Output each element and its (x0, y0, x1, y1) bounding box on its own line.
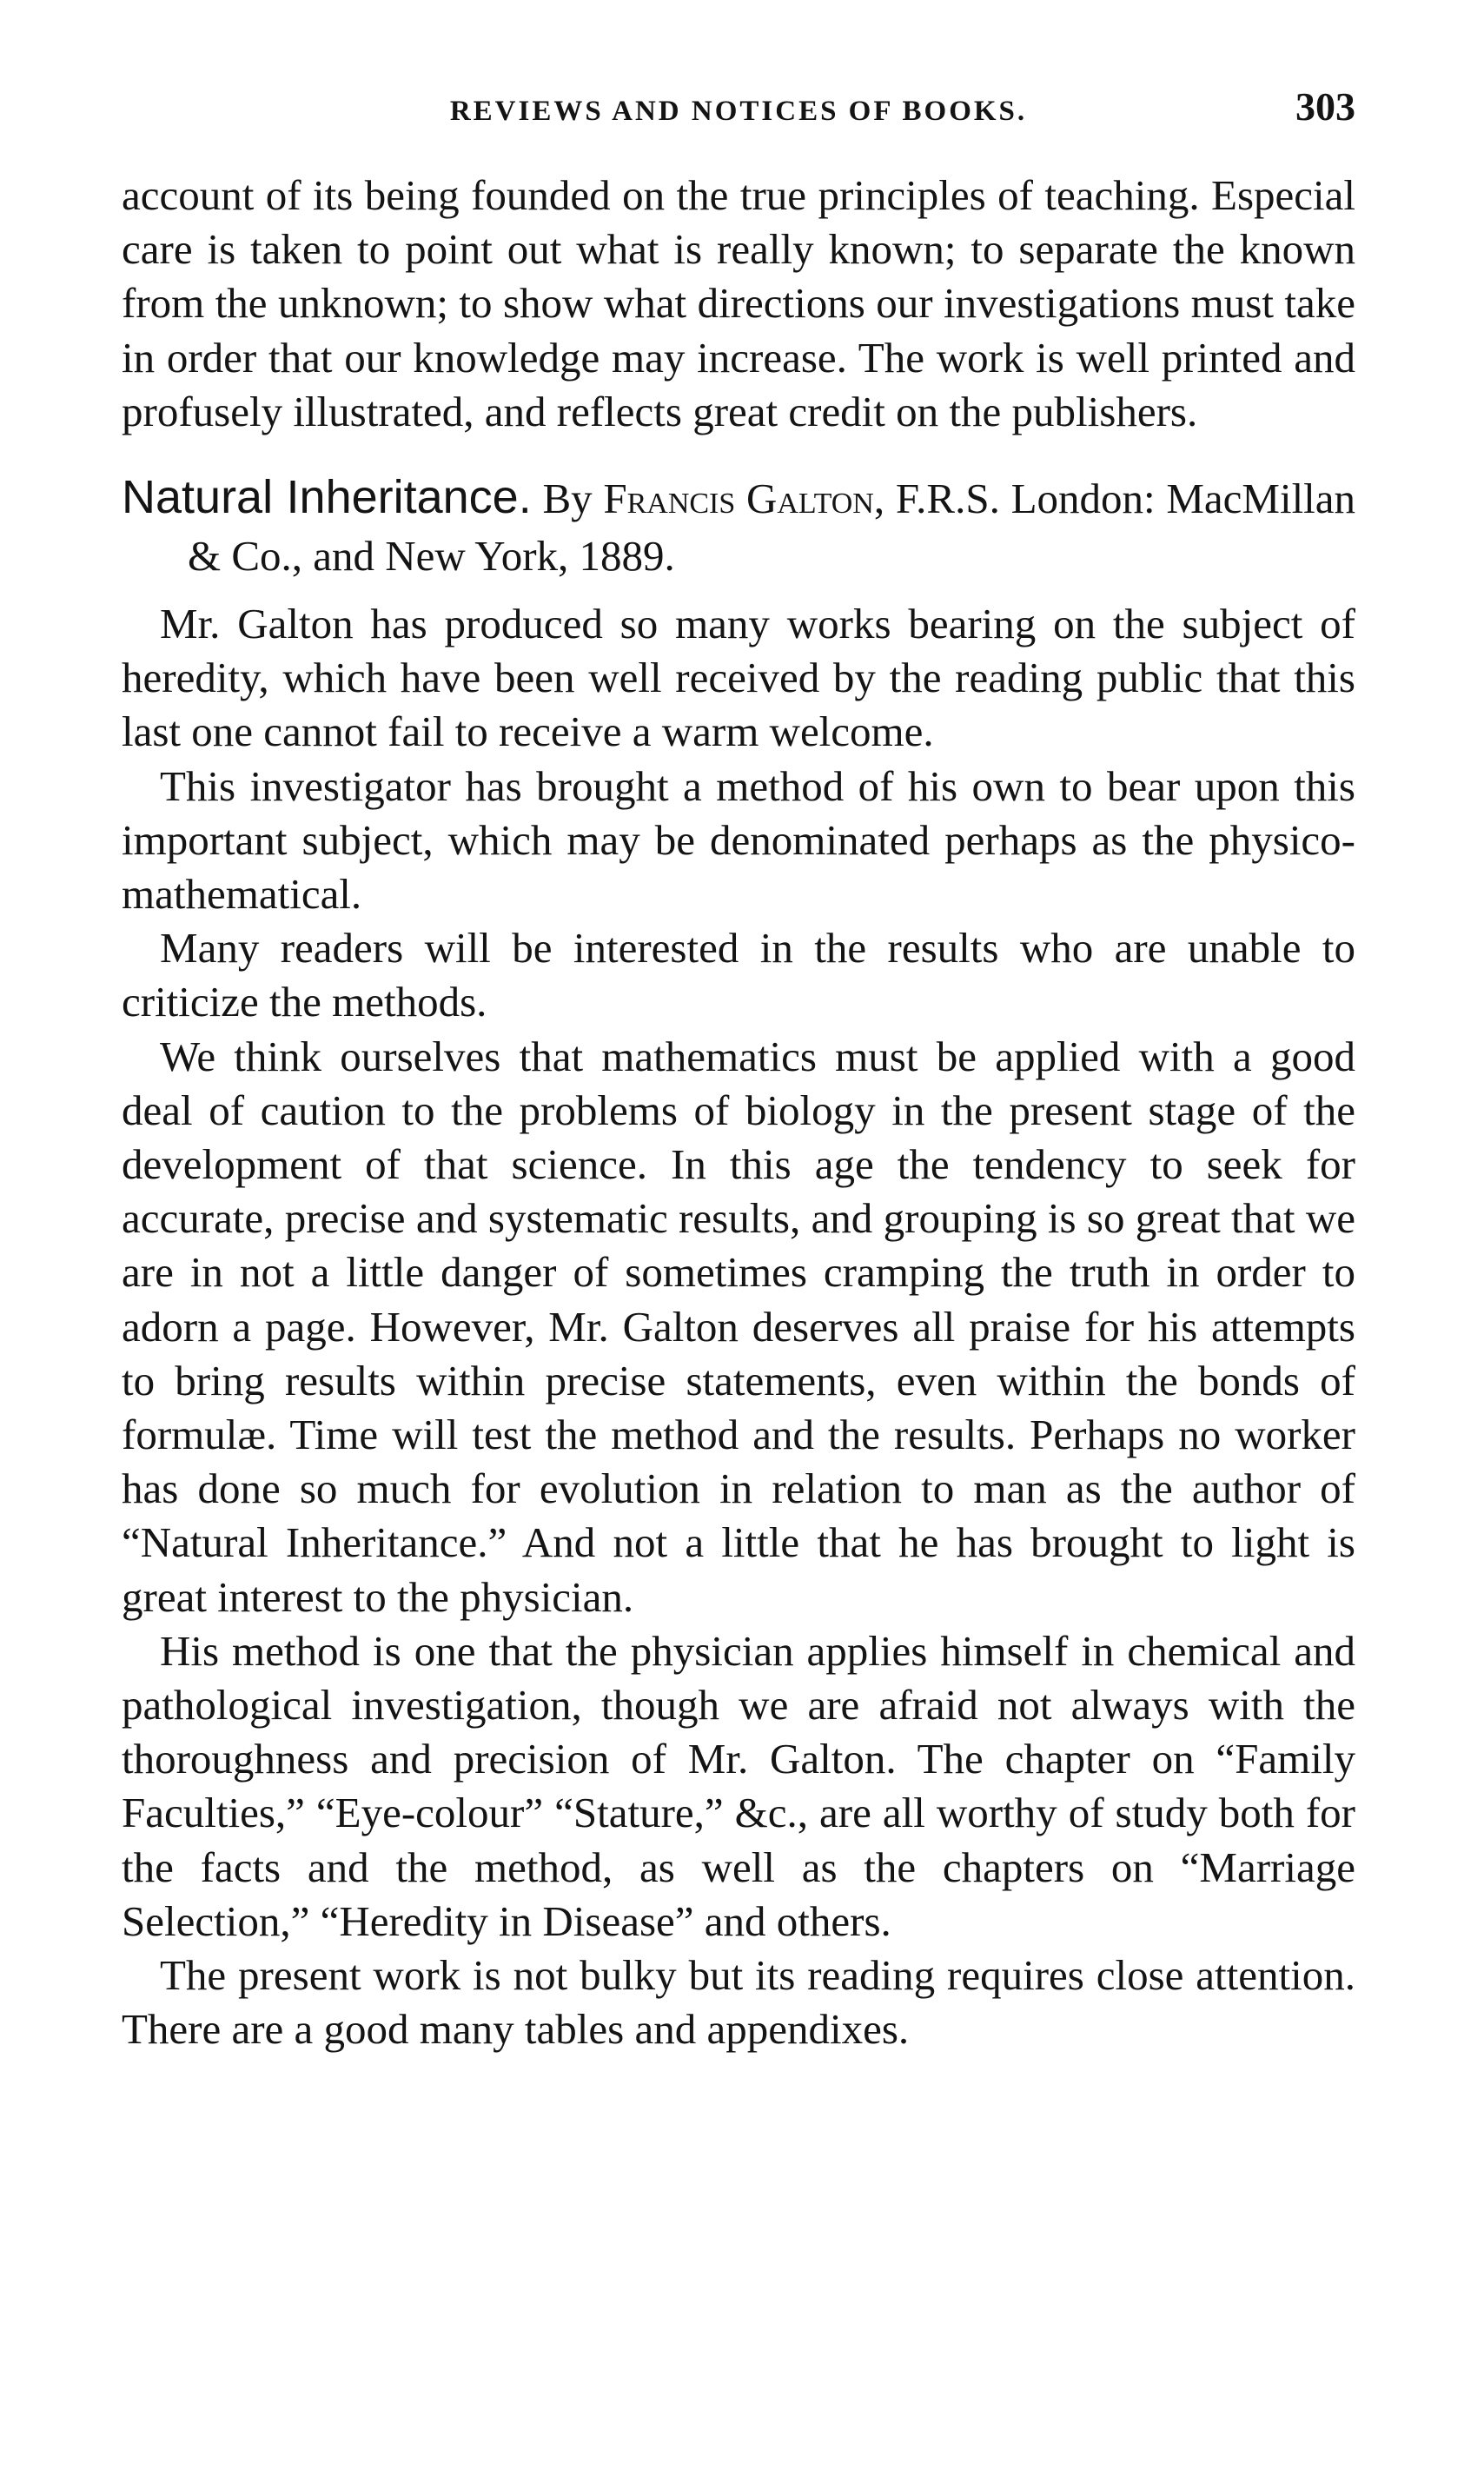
review-paragraph-1: Mr. Galton has produced so many works bearing on the subject of heredity, which have been well received by the reading public that this last one cannot fail to receive a warm welcome. (122, 600, 1355, 756)
review-paragraph-3: Many readers will be interested in the results who are unable to criticize the methods. (122, 924, 1355, 1026)
book-title: Natural Inheritance. (122, 471, 532, 524)
continuation-paragraph: account of its being founded on the true principles of teaching. Especial care is taken to point out what is really known; to separate the known from the unknown; to show what directions our investigations must take in order that our knowledge may increase. The work is well printed and profusely illustrated, and reflects great credit on the publishers. (122, 171, 1355, 435)
page-header (122, 83, 1355, 136)
review-paragraph-5: His method is one that the physician applies himself in chemical and pathological investigation, though we are afraid not always with the thoroughness and precision of Mr. Galton. The chapter on “Family Faculties,” “Eye-colour” “Stature,” &c., are all worthy of study both for the facts and the method, as well as the chapters on “Marriage Selection,” “Heredity in Disease” and others. (122, 1626, 1355, 1945)
book-imprint: London: MacMillan & Co., and New York, 1889. (188, 475, 1356, 581)
running-head: REVIEWS AND NOTICES OF BOOKS. (449, 96, 1028, 127)
book-author: Francis Galton (603, 475, 874, 523)
author-credentials: , F.R.S. (873, 475, 1000, 523)
book-entry-heading (122, 468, 1355, 585)
review-paragraph-2: This investigator has brought a method of his own to bear upon this important subject, which may be denominated perhaps as the physico-mathematical. (122, 761, 1355, 919)
book-page (122, 83, 1355, 2057)
review-paragraph-4: We think ourselves that mathematics must be applied with a good deal of caution to the problems of biology in the present stage of the development of that science. In this age the tendency to seek for accurate, precise and systematic results, and grouping is so great that we are in not a little danger of sometimes cramping the truth in order to adorn a page. However, Mr. Galton deserves all praise for his attempts to bring results within precise statements, even within the bonds of formulæ. Time will test the method and the results. Perhaps no worker has done so much for evolution in relation to man as the author of “Natural Inheritance.” And not a little that he has brought to light is great interest to the physician. (122, 1032, 1355, 1621)
review-paragraph-6: The present work is not bulky but its reading requires close attention. There are a good many tables and appendixes. (122, 1951, 1355, 2054)
page-number: 303 (1295, 84, 1355, 129)
by-word: By (542, 475, 593, 523)
